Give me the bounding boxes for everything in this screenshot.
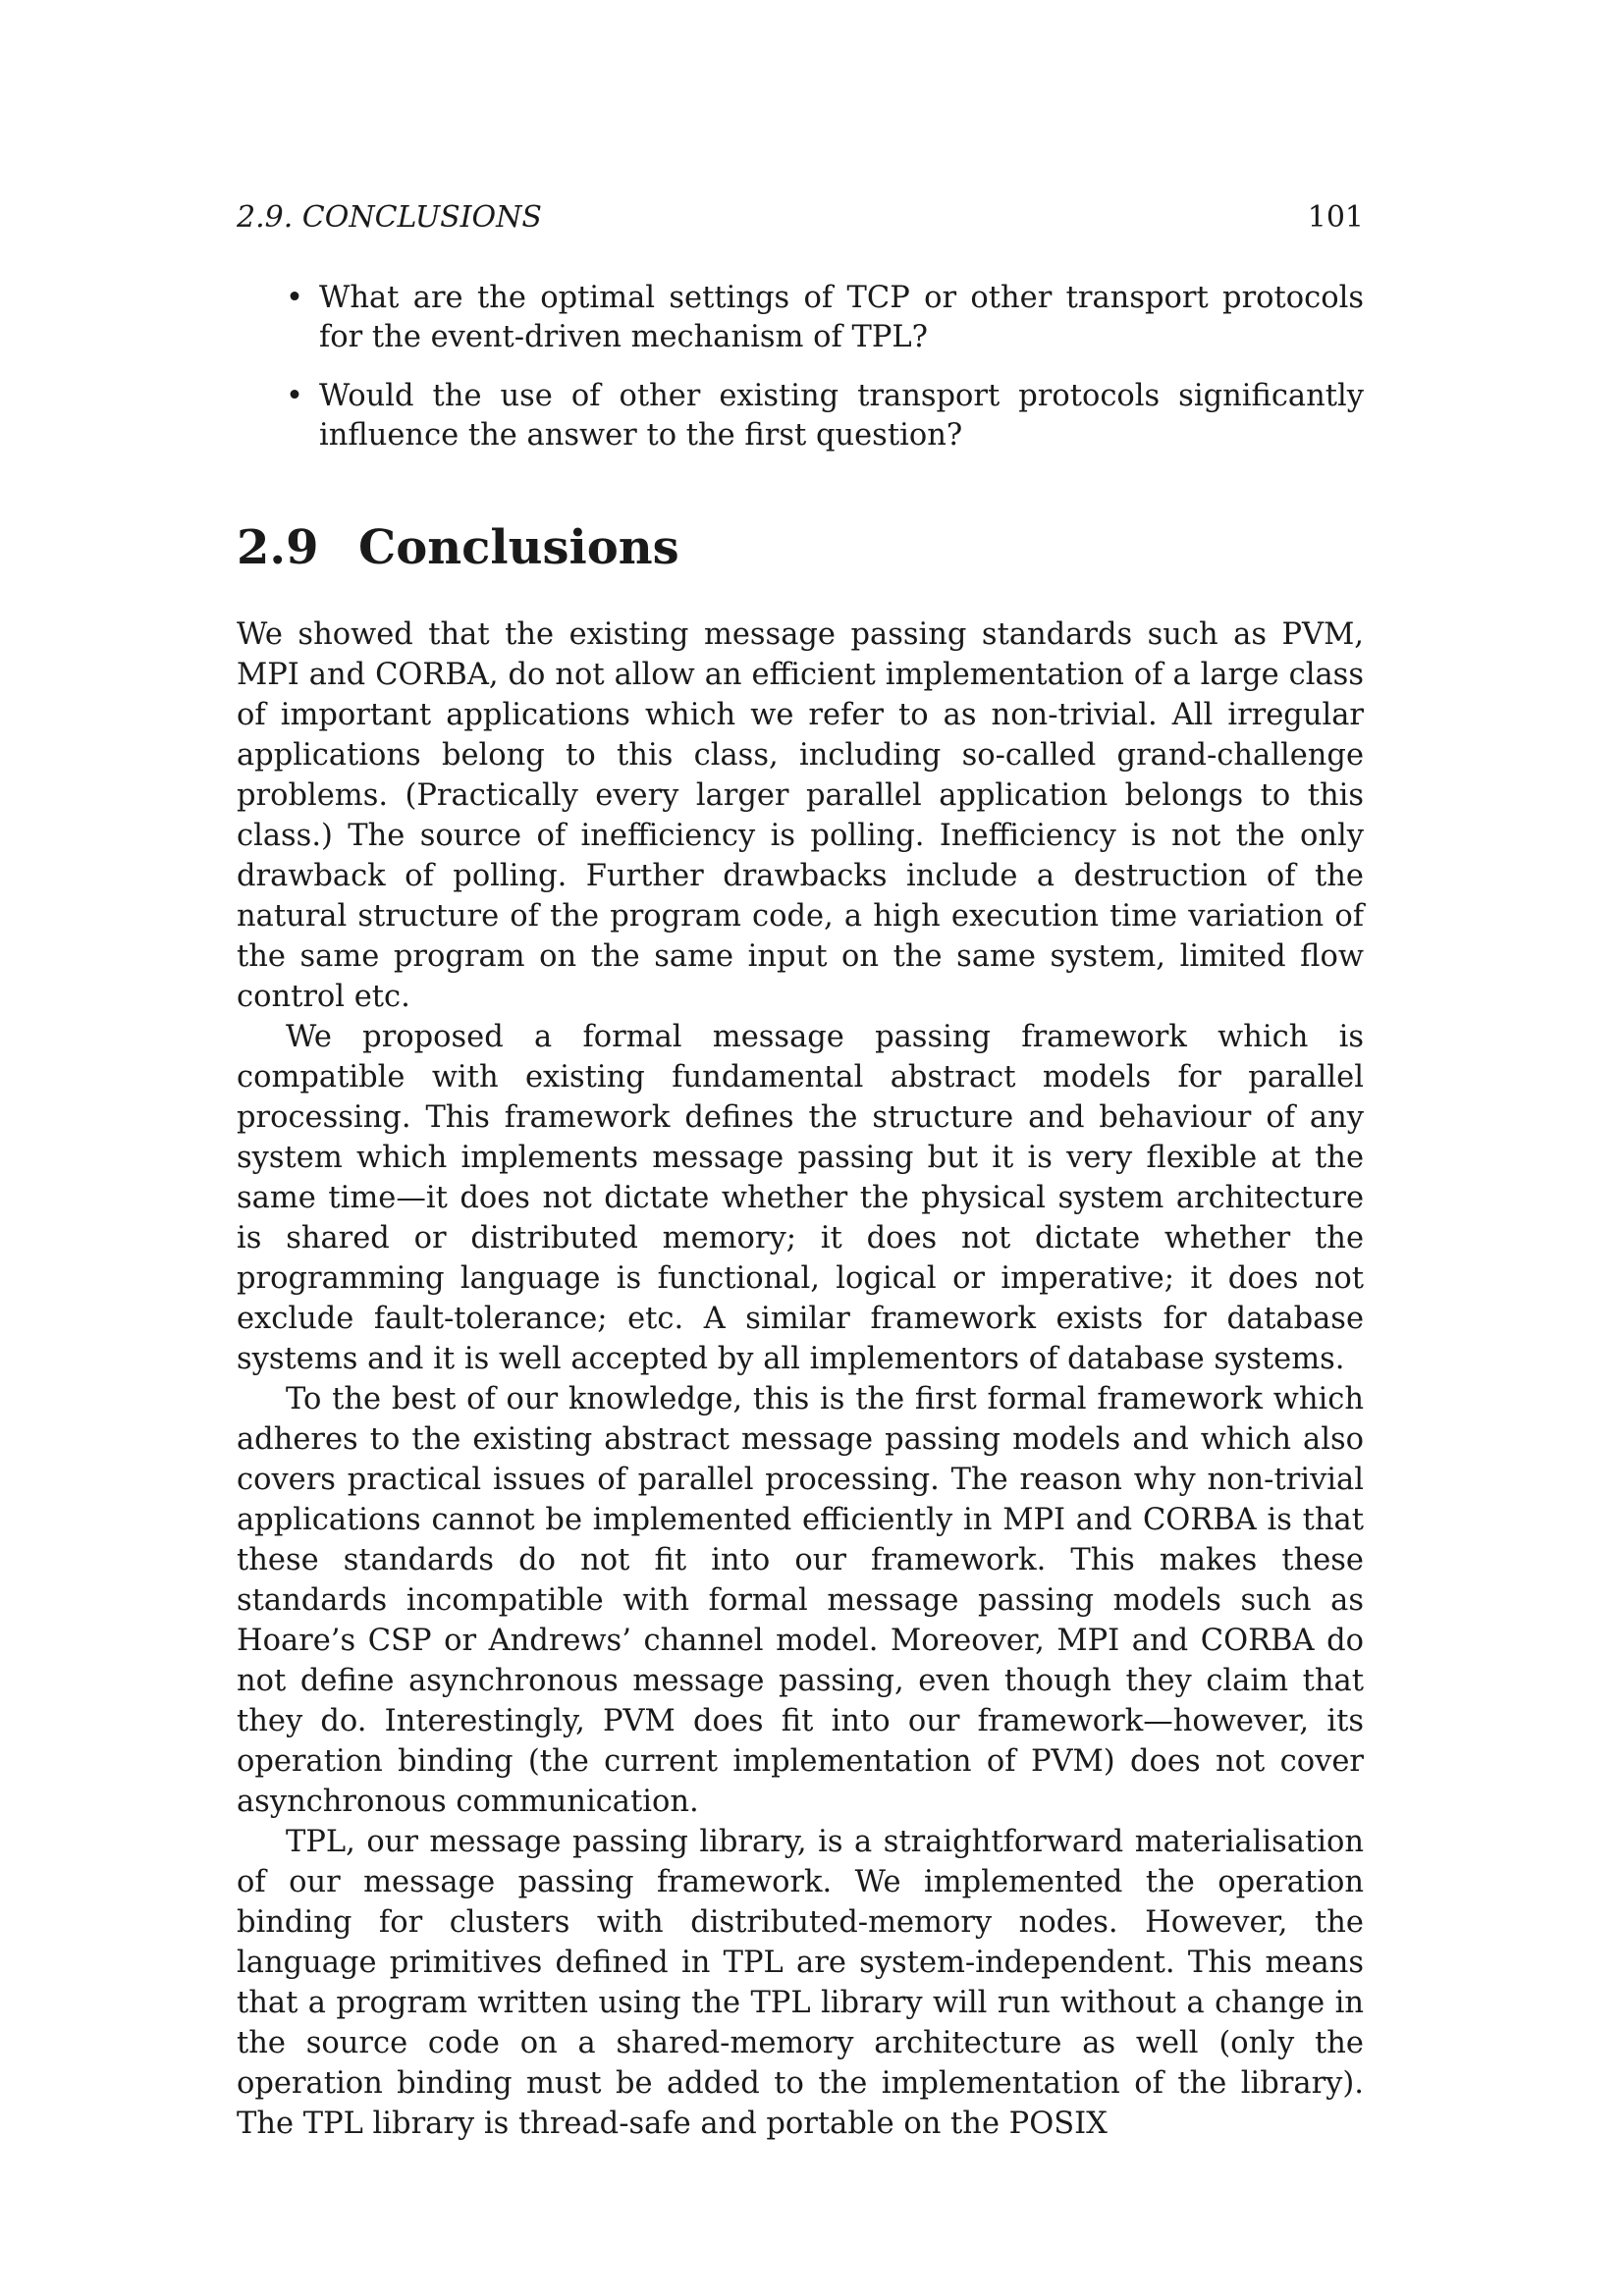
bullet-icon: • [286, 379, 303, 413]
paragraph: To the best of our knowledge, this is the first formal framework which adheres to the existing abstract message passing models and which also covers practical issues of parallel processing. The reason why non-trivial applications cannot be implemented efficiently in MPI and CORBA is that these standards do not fit into our framework. This makes these standards incompatible with formal message passing models such as Hoare’s CSP or Andrews’ channel model. Moreover, MPI and CORBA do not define asynchronous message passing, even though they claim that they do. Interestingly, PVM does fit into our framework—however, its operation binding (the current implementation of PVM) does not cover asynchronous communication. [237, 1382, 1364, 1819]
paragraph: We proposed a formal message passing framework which is compatible with existing fundamental abstract models for parallel processing. This framework defines the structure and behaviour of any system which implements message passing but it is very flexible at the same time—it does not dictate whether the physical system architecture is shared or distributed memory; it does not dictate whether the programming language is functional, logical or imperative; it does not exclude fault-tolerance; etc. A similar framework exists for database systems and it is well accepted by all implementors of database systems. [237, 1020, 1364, 1376]
body-text [237, 614, 1364, 2144]
list-item-text: What are the optimal settings of TCP or other transport protocols for the event-driven mechanism of TPL? [319, 281, 1364, 354]
running-header [237, 196, 1364, 240]
section-number: 2.9 [237, 520, 319, 575]
list-item [237, 279, 1364, 357]
page [237, 196, 1364, 2144]
list-item-text: Would the use of other existing transport protocols significantly influence the answer to the first question? [319, 379, 1364, 453]
bullet-icon: • [286, 281, 303, 315]
running-header-section: 2.9. CONCLUSIONS [237, 200, 542, 235]
list-item [237, 377, 1364, 455]
section-heading [237, 518, 1364, 577]
section-title: Conclusions [358, 520, 679, 575]
page-number: 101 [1307, 200, 1364, 235]
paragraph: TPL, our message passing library, is a straightforward materialisation of our message passing framework. We implemented the operation binding for clusters with distributed-memory nodes. However, the language primitives defined in TPL are system-independent. This means that a program written using the TPL library will run without a change in the source code on a shared-memory architecture as well (only the operation binding must be added to the implementation of the library). The TPL library is thread-safe and portable on the POSIX [237, 1825, 1364, 2141]
question-list [237, 279, 1364, 455]
paragraph: We showed that the existing message passing standards such as PVM, MPI and CORBA, do not allow an efficient implementation of a large class of important applications which we refer to as non-trivial. All irregular applications belong to this class, including so-called grand-challenge problems. (Practically every larger parallel application belongs to this class.) The source of inefficiency is polling. Inefficiency is not the only drawback of polling. Further drawbacks include a destruction of the natural structure of the program code, a high execution time variation of the same program on the same input on the same system, limited flow control etc. [237, 617, 1364, 1014]
